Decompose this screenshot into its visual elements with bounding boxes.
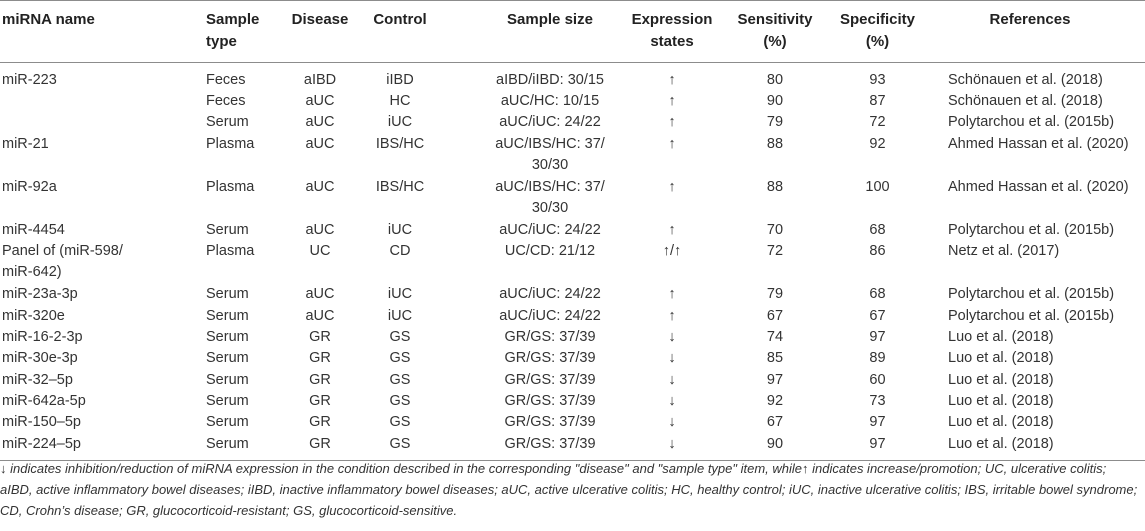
cell-reference: Netz et al. (2017) [948, 243, 1060, 259]
header-control: Control [373, 11, 427, 28]
cell-disease: aUC [305, 93, 335, 109]
cell-specificity: 73 [869, 393, 886, 409]
cell-mirna: miR-320e [2, 308, 65, 324]
cell-reference: Luo et al. (2018) [948, 372, 1054, 388]
cell-sensitivity: 79 [766, 286, 784, 302]
cell-sample-type: Serum [206, 350, 249, 366]
cell-sensitivity: 90 [766, 436, 784, 452]
cell-sample-type: Serum [206, 286, 249, 302]
cell-control: GS [389, 436, 411, 452]
cell-expression: ↓ [668, 372, 676, 388]
cell-sample-type: Plasma [206, 243, 255, 259]
cell-reference: Luo et al. (2018) [948, 436, 1054, 452]
cell-control: iIBD [386, 72, 414, 88]
cell-reference: Luo et al. (2018) [948, 329, 1054, 345]
cell-reference: Luo et al. (2018) [948, 414, 1054, 430]
cell-control: GS [389, 350, 411, 366]
cell-sample-size: aIBD/iIBD: 30/15 [496, 72, 604, 88]
cell-sample-size: GR/GS: 37/39 [504, 350, 596, 366]
cell-reference: Ahmed Hassan et al. (2020) [948, 179, 1129, 195]
cell-sample-type: Serum [206, 436, 249, 452]
cell-disease: aUC [305, 308, 335, 324]
header-sample-size: Sample size [507, 11, 593, 28]
cell-sample-type: Serum [206, 372, 249, 388]
cell-sample-size: GR/GS: 37/39 [504, 436, 596, 452]
cell-sample-size: aUC/iUC: 24/22 [499, 222, 601, 238]
cell-reference: Polytarchou et al. (2015b) [948, 222, 1115, 238]
cell-control: iUC [387, 114, 413, 130]
cell-sample-size: aUC/IBS/HC: 37/ [495, 179, 605, 195]
cell-expression: ↑ [668, 72, 676, 88]
header-mirna: miRNA name [2, 11, 95, 28]
cell-sensitivity: 90 [766, 93, 784, 109]
cell-mirna: miR-642a-5p [2, 393, 86, 409]
cell-disease: aUC [305, 114, 335, 130]
cell-control: GS [389, 393, 411, 409]
cell-disease: GR [309, 393, 331, 409]
cell-mirna: miR-30e-3p [2, 350, 78, 366]
cell-mirna: miR-224–5p [2, 436, 81, 452]
table-footnote: ↓ indicates inhibition/reduction of miRNA expression in the condition described in the corresponding "disease" and "sample type" item, while↑ indicates increase/promotion; UC, ulcerative colitis; aIBD, active inflammatory bowel diseases; iIBD, inactive inflammatory bowel diseases; aUC, active ulcerative colitis; HC, healthy control; iUC, inactive ulcerative colitis; IBS, irritable bowel syndrome; CD, Crohn’s disease; GR, glucocorticoid-resistant; GS, glucocorticoid-sensitive. [0, 461, 1138, 518]
cell-control: IBS/HC [375, 179, 425, 195]
cell-reference: Polytarchou et al. (2015b) [948, 308, 1115, 324]
cell-sample-type: Feces [206, 93, 246, 109]
cell-reference: Ahmed Hassan et al. (2020) [948, 136, 1129, 152]
cell-disease: aUC [305, 222, 335, 238]
cell-specificity: 93 [869, 72, 886, 88]
cell-disease: UC [309, 243, 331, 259]
cell-expression: ↓ [668, 329, 676, 345]
cell-expression: ↑ [668, 114, 676, 130]
cell-reference: Schönauen et al. (2018) [948, 93, 1103, 109]
cell-specificity: 60 [869, 372, 886, 388]
cell-specificity: 97 [869, 414, 886, 430]
cell-reference: Luo et al. (2018) [948, 393, 1054, 409]
cell-disease: aIBD [303, 72, 337, 88]
cell-mirna: miR-92a [2, 179, 57, 195]
cell-specificity: 87 [869, 93, 886, 109]
cell-control: GS [389, 329, 411, 345]
cell-expression: ↓ [668, 350, 676, 366]
cell-sample-size: aUC/IBS/HC: 37/ [495, 136, 605, 152]
cell-sample-type: Plasma [206, 136, 255, 152]
cell-reference: Polytarchou et al. (2015b) [948, 286, 1115, 302]
cell-control: iUC [387, 286, 413, 302]
cell-sample-size: GR/GS: 37/39 [504, 329, 596, 345]
cell-control: GS [389, 414, 411, 430]
cell-sample-type: Plasma [206, 179, 255, 195]
cell-expression: ↑ [668, 308, 676, 324]
header-references: References [989, 11, 1071, 28]
cell-disease: aUC [305, 286, 335, 302]
cell-disease: GR [309, 372, 331, 388]
cell-sample-type: Serum [206, 393, 249, 409]
cell-control: HC [389, 93, 411, 109]
cell-control: IBS/HC [375, 136, 425, 152]
cell-expression: ↓ [668, 393, 676, 409]
cell-sensitivity: 72 [766, 243, 784, 259]
cell-expression: ↓ [668, 436, 676, 452]
cell-specificity: 100 [865, 179, 890, 195]
cell-specificity: 97 [869, 436, 886, 452]
cell-reference: Polytarchou et al. (2015b) [948, 114, 1115, 130]
cell-mirna: Panel of (miR-598/ [2, 243, 123, 259]
cell-sample-type: Serum [206, 329, 249, 345]
cell-expression: ↑ [668, 93, 676, 109]
cell-control: GS [389, 372, 411, 388]
cell-sample-size: aUC/iUC: 24/22 [499, 308, 601, 324]
header-sample-type: Sample type [206, 11, 260, 50]
cell-expression: ↑ [668, 136, 676, 152]
cell-reference: Luo et al. (2018) [948, 350, 1054, 366]
cell-mirna: miR-21 [2, 136, 49, 152]
cell-sample-type: Serum [206, 308, 249, 324]
cell-mirna: miR-4454 [2, 222, 65, 238]
cell-sample-type: Feces [206, 72, 246, 88]
cell-disease: GR [309, 436, 331, 452]
header-rule [0, 62, 1145, 63]
cell-disease: aUC [305, 179, 335, 195]
cell-sample-size: GR/GS: 37/39 [504, 414, 596, 430]
header-sensitivity: Sensitivity (%) [737, 11, 813, 50]
cell-reference: Schönauen et al. (2018) [948, 72, 1103, 88]
cell-sensitivity: 80 [766, 72, 784, 88]
cell-sample-size: GR/GS: 37/39 [504, 372, 596, 388]
cell-specificity: 97 [869, 329, 886, 345]
cell-sample-size-line2: 30/30 [531, 200, 569, 216]
cell-specificity: 68 [869, 222, 886, 238]
cell-mirna: miR-223 [2, 72, 57, 88]
header-expression-states: Expression states [631, 11, 713, 50]
cell-sensitivity: 67 [766, 414, 784, 430]
cell-expression: ↑ [668, 286, 676, 302]
cell-expression: ↓ [668, 414, 676, 430]
cell-sensitivity: 67 [766, 308, 784, 324]
cell-mirna: miR-32–5p [2, 372, 73, 388]
cell-disease: GR [309, 350, 331, 366]
cell-specificity: 89 [869, 350, 886, 366]
cell-sample-size: GR/GS: 37/39 [504, 393, 596, 409]
cell-sensitivity: 79 [766, 114, 784, 130]
cell-sensitivity: 97 [766, 372, 784, 388]
cell-specificity: 92 [869, 136, 886, 152]
cell-expression: ↑ [668, 222, 676, 238]
cell-sample-size: aUC/iUC: 24/22 [499, 114, 601, 130]
header-disease: Disease [291, 11, 349, 28]
cell-sample-size-line2: 30/30 [531, 157, 569, 173]
cell-sample-size: aUC/HC: 10/15 [500, 93, 600, 109]
cell-disease: aUC [305, 136, 335, 152]
cell-control: iUC [387, 308, 413, 324]
cell-expression: ↑/↑ [662, 243, 682, 259]
cell-sensitivity: 70 [766, 222, 784, 238]
cell-specificity: 67 [869, 308, 886, 324]
cell-control: iUC [387, 222, 413, 238]
cell-mirna: miR-150–5p [2, 414, 81, 430]
cell-disease: GR [309, 329, 331, 345]
cell-specificity: 72 [869, 114, 886, 130]
cell-sensitivity: 74 [766, 329, 784, 345]
table-top-rule [0, 0, 1145, 1]
cell-sensitivity: 88 [766, 136, 784, 152]
cell-mirna: miR-16-2-3p [2, 329, 83, 345]
cell-mirna-line2: miR-642) [2, 264, 62, 280]
cell-control: CD [389, 243, 411, 259]
cell-sensitivity: 88 [766, 179, 784, 195]
cell-sample-type: Serum [206, 114, 249, 130]
cell-sample-type: Serum [206, 414, 249, 430]
cell-sample-type: Serum [206, 222, 249, 238]
cell-disease: GR [309, 414, 331, 430]
cell-mirna: miR-23a-3p [2, 286, 78, 302]
cell-sensitivity: 85 [766, 350, 784, 366]
cell-sensitivity: 92 [766, 393, 784, 409]
header-specificity: Specificity (%) [839, 11, 916, 50]
cell-specificity: 86 [869, 243, 886, 259]
cell-sample-size: aUC/iUC: 24/22 [499, 286, 601, 302]
cell-expression: ↑ [668, 179, 676, 195]
cell-specificity: 68 [869, 286, 886, 302]
cell-sample-size: UC/CD: 21/12 [504, 243, 596, 259]
